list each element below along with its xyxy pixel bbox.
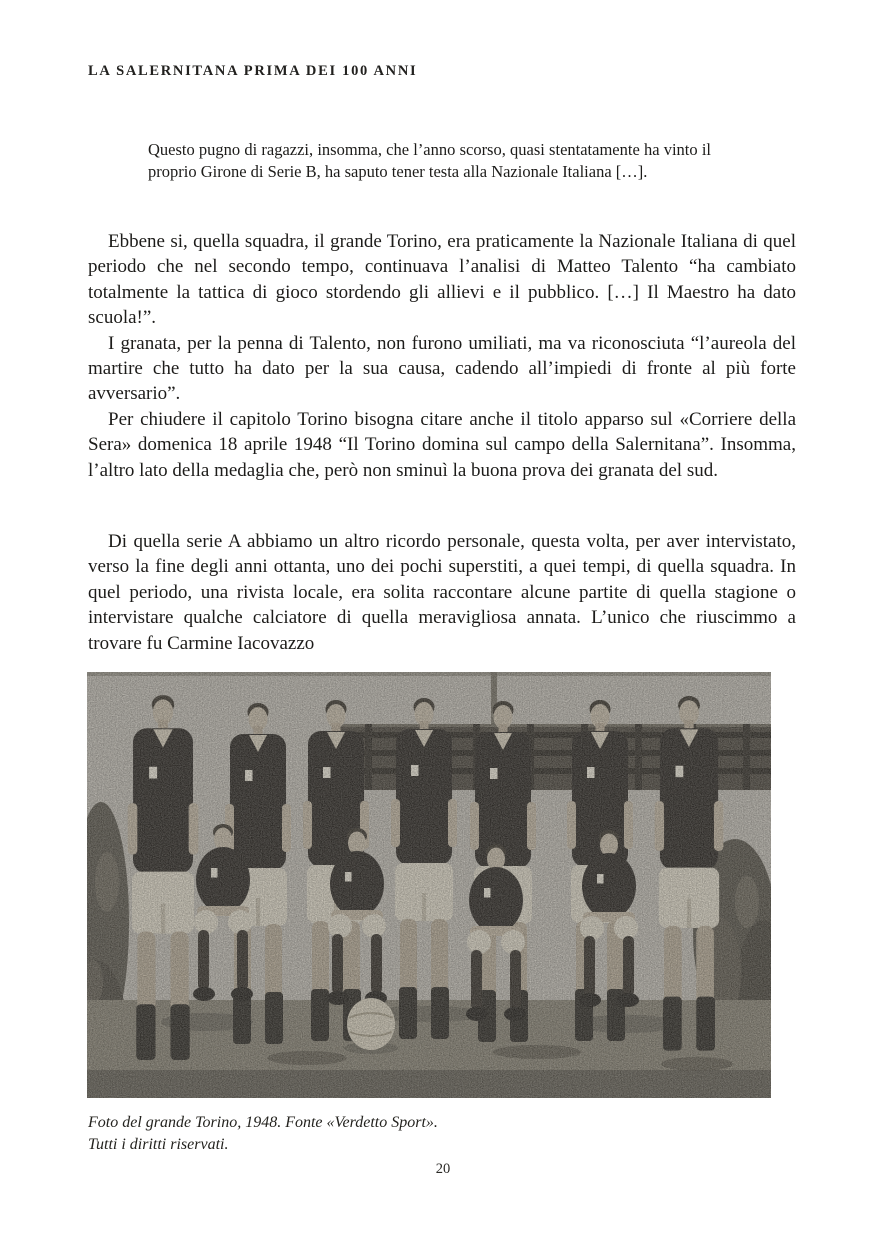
photo-grain-light: [87, 672, 771, 1098]
team-photo: [87, 672, 771, 1098]
team-photo-illustration: [87, 672, 771, 1098]
photo-caption: [88, 1112, 688, 1156]
block-quote: Questo pugno di ragazzi, insomma, che l’anno scorso, quasi stentatamente ha vinto il proprio Girone di Serie B, ha saputo tener testa alla Nazionale Italiana […].: [148, 140, 711, 181]
running-header: LA SALERNITANA PRIMA DEI 100 ANNI: [88, 63, 418, 79]
photo-caption-line2: Tutti i diritti riservati.: [88, 1136, 229, 1153]
paragraph: I granata, per la penna di Talento, non furono umiliati, ma va riconosciuta “l’aureola del martire che tutto ha dato per la sua causa, cadendo all’impiedi di fronte al più forte avversario”.: [88, 332, 796, 405]
paragraph: Di quella serie A abbiamo un altro ricordo personale, questa volta, per aver intervistato, verso la fine degli anni ottanta, uno dei pochi superstiti, a quei tempi, di quella squadra. In quel periodo, una rivista locale, era solita raccontare alcune partite di quella stagione o intervistare qualche calciatore di quella meravigliosa annata. L’unico che riuscimmo a trovare fu Carmine Iacovazzo: [88, 531, 796, 654]
photo-caption-line1: Foto del grande Torino, 1948. Fonte «Verdetto Sport».: [88, 1114, 438, 1131]
body-text-block-1: [88, 229, 796, 483]
page-number: 20: [435, 1161, 451, 1177]
paragraph: Ebbene si, quella squadra, il grande Torino, era praticamente la Nazionale Italiana di quel periodo che nel secondo tempo, continuava l’analisi di Matteo Talento “ha cambiato totalmente la tattica di gioco stordendo gli allievi e il pubblico. […] Il Maestro ha dato scuola!”.: [88, 231, 796, 329]
body-text-block-2: [88, 529, 796, 656]
paragraph: Per chiudere il capitolo Torino bisogna citare anche il titolo apparso sul «Corriere della Sera» domenica 18 aprile 1948 “Il Torino domina sul campo della Salernitana”. Insomma, l’altro lato della medaglia che, però non sminuì la buona prova dei granata del sud.: [88, 408, 796, 481]
